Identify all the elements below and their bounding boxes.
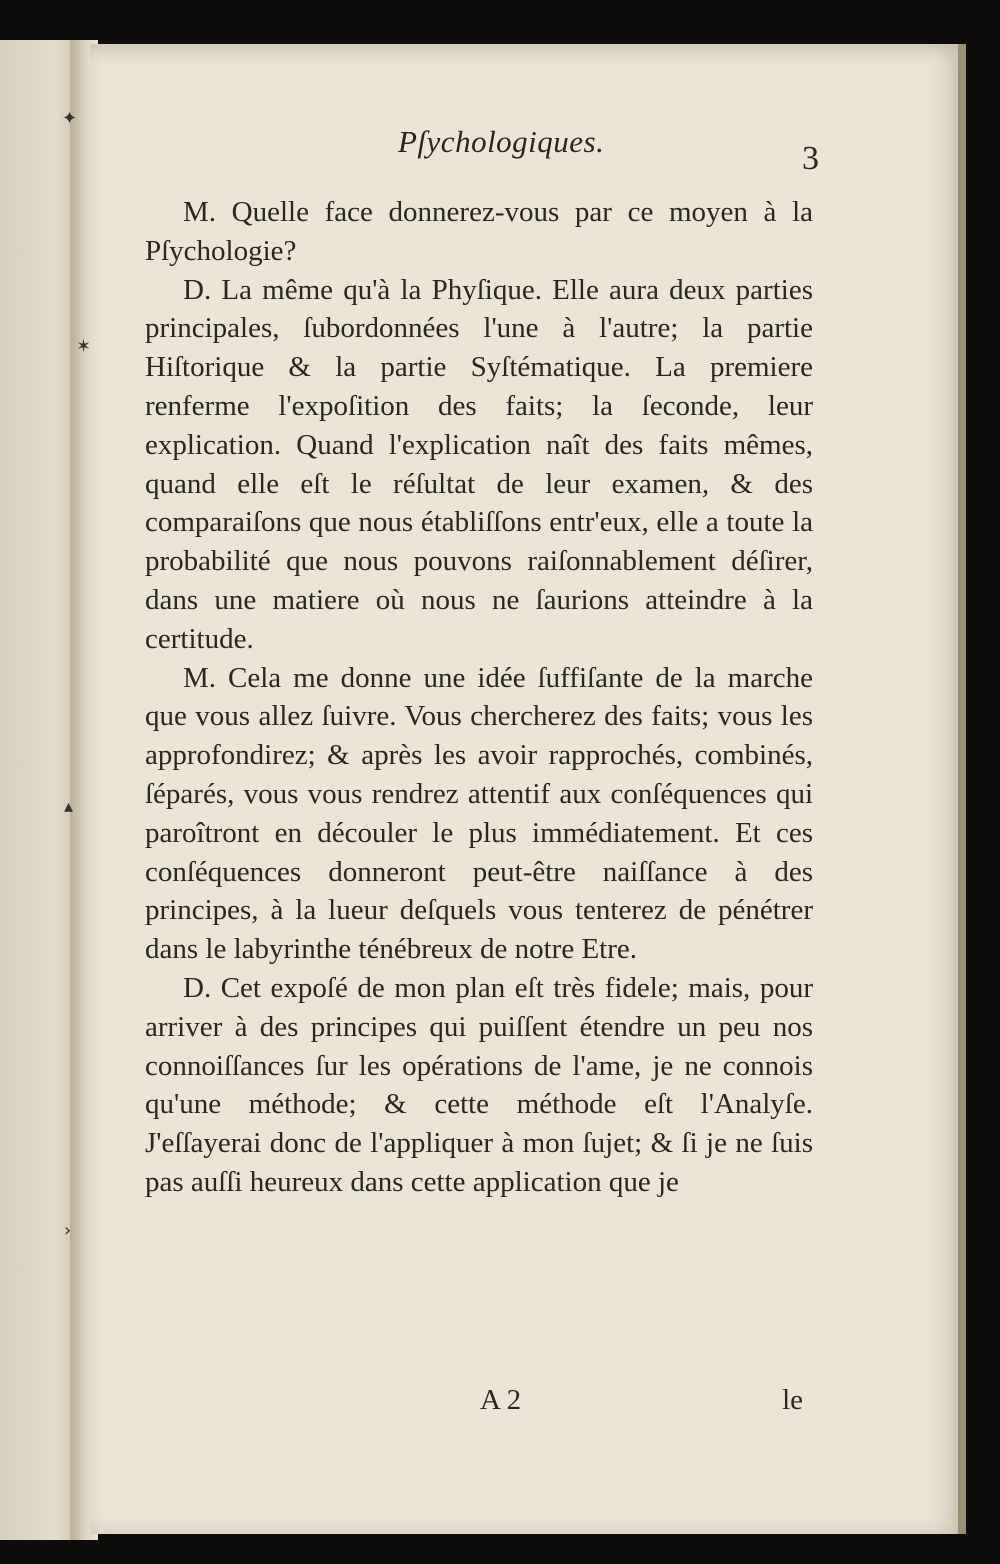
paragraph: D. Cet expoſé de mon plan eſt très fidele; mais, pour arriver à des principes qui puiſſent étendre un peu nos connoiſſances ſur les opérations de l'ame, je ne connois qu'une méthode; & cette méthode eſt l'Analyſe. J'eſſayerai donc de l'appliquer à mon ſujet; & ſi je ne ſuis pas auſſi heureux dans cette application que je — [145, 971, 813, 1198]
body-text — [145, 193, 813, 1202]
paragraph: M. Cela me donne une idée ſuffiſante de la marche que vous allez ſuivre. Vous chercherez des faits; vous les approfondirez; & après les avoir rapprochés, combinés, ſéparés, vous vous rendrez attentif aux conſéquences qui paroîtront en découler le plus immédiatement. Et ces conſéquences donneront peut-être naiſſance à des principes, à la lueur deſquels vous tenterez de pénétrer dans le labyrinthe ténébreux de notre Etre. — [145, 661, 813, 966]
page-fore-edge — [958, 44, 966, 1534]
paragraph: D. La même qu'à la Phyſique. Elle aura deux parties principales, ſubordonnées l'une à l'autre; la partie Hiſtorique & la partie Syſtématique. La premiere renferme l'expoſition des faits; la ſeconde, leur explication. Quand l'explication naît des faits mêmes, quand elle eſt le réſultat de leur examen, & des comparaiſons que nous établiſſons entr'eux, elle a toute la probabilité que nous pouvons raiſonnablement déſirer, dans une matiere où nous ne ſaurions atteindre à la certitude. — [145, 273, 813, 655]
footer-line — [145, 1384, 813, 1424]
paragraph: M. Quelle face donnerez-vous par ce moyen à la Pſychologie? — [145, 196, 813, 267]
margin-mark: ✶ — [76, 336, 92, 357]
margin-mark: › — [64, 1220, 72, 1241]
running-head: Pſychologiques. — [398, 124, 605, 159]
catchword: le — [782, 1384, 803, 1416]
page-number: 3 — [802, 140, 819, 177]
margin-mark: ✦ — [62, 108, 78, 129]
facing-page-edge — [0, 40, 78, 1540]
signature-mark: A 2 — [480, 1384, 522, 1416]
margin-mark: ▴ — [64, 796, 74, 817]
